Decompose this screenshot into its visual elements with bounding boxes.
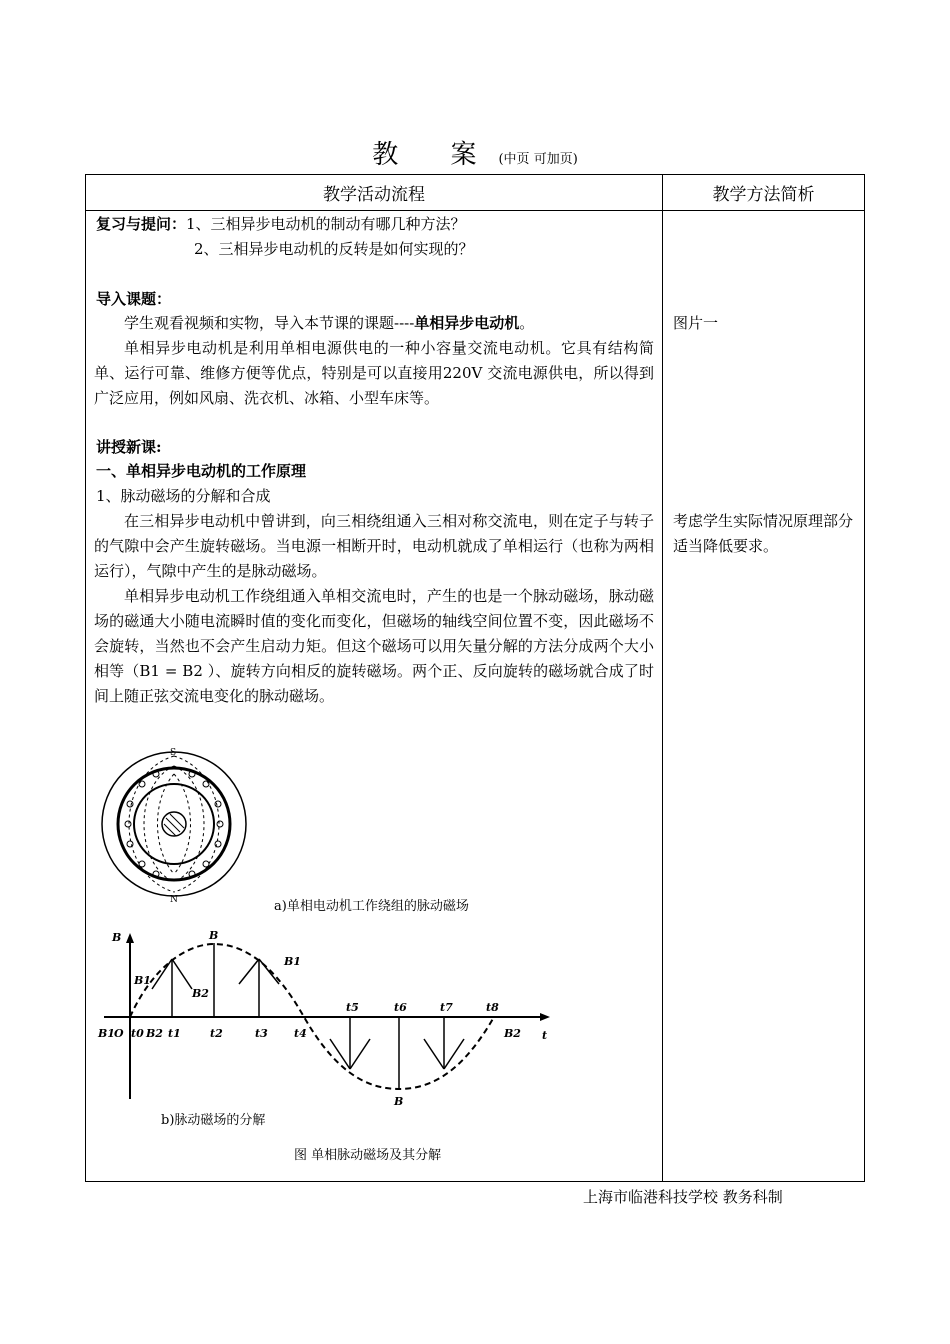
motor-label-s: S	[170, 748, 177, 758]
title-sub: (中页 可加页)	[498, 152, 578, 167]
page-title	[0, 134, 950, 171]
wave-origin: O	[114, 1027, 124, 1040]
intro-p1-suffix: 。	[519, 314, 535, 332]
wave-b-peak: B	[209, 929, 219, 942]
title-main: 教 案	[372, 140, 499, 170]
intro-label: 导入课题：	[96, 290, 172, 308]
wave-b1-origin: B1	[98, 1027, 115, 1040]
figure-caption-a: a)单相电动机工作绕组的脉动磁场	[274, 899, 469, 914]
wave-t1: t1	[168, 1027, 181, 1040]
motor-field-figure	[94, 744, 254, 904]
method-cell	[663, 211, 864, 1181]
review-line-1	[96, 212, 466, 237]
review-q1: 1、三相异步电动机的制动有哪几种方法？	[186, 215, 466, 233]
wave-t2: t2	[210, 1027, 223, 1040]
review-q2: 2、三相异步电动机的反转是如何实现的？	[194, 240, 474, 258]
figure-caption-b: b)脉动磁场的分解	[161, 1113, 266, 1128]
wave-b2-origin: B2	[146, 1027, 163, 1040]
wave-b-trough: B	[394, 1095, 404, 1107]
section-heading: 一、单相异步电动机的工作原理	[96, 462, 307, 480]
footer-school: 上海市临港科技学校 教务科制	[583, 1188, 783, 1206]
lesson-paragraph-2: 单相异步电动机工作绕组通入单相交流电时，产生的也是一个脉动磁场，脉动磁场的磁通大小随电流瞬时值的变化而变化，但磁场的轴线空间位置不变，因此磁场不会旋转，当然也不会产生启动力矩。但这个磁场可以用矢量分解的方法分成两个大小相等（B1 = B2 ）、旋转方向相反的旋转磁场。两个正、反向旋转的磁场就合成了时间上随正弦交流电变化的脉动磁场。	[94, 587, 654, 705]
note-image-one: 图片一	[673, 314, 719, 332]
wave-b1-label: B1	[134, 974, 151, 987]
lesson-paragraph-1: 在三相异步电动机中曾讲到，向三相绕组通入三相对称交流电，则在定子与转子的气隙中会产生旋转磁场。当电源一相断开时，电动机就成了单相运行（也称为两相运行），气隙中产生的是脉动磁场。	[94, 512, 654, 580]
motor-label-n: N	[170, 895, 178, 904]
wave-b2-end: B2	[504, 1027, 521, 1040]
wave-t6: t6	[394, 1001, 407, 1014]
review-label: 复习与提问：	[96, 215, 187, 233]
intro-p1-topic: 单相异步电动机	[414, 314, 520, 332]
lesson-label: 讲授新课:	[96, 438, 162, 456]
column-header-method: 教学方法简析	[663, 175, 865, 211]
subsection-heading: 1、脉动磁场的分解和合成	[96, 487, 271, 505]
lesson-table	[85, 174, 865, 1182]
note-lower-requirement: 考虑学生实际情况原理部分适当降低要求。	[673, 512, 854, 555]
intro-paragraph-2: 单相异步电动机是利用单相电源供电的一种小容量交流电动机。它具有结构简单、运行可靠、维修方便等优点，特别是可以直接用220V 交流电源供电，所以得到广泛应用，例如风扇、洗衣机、冰箱、小型车床等。	[94, 339, 654, 407]
figure-caption-main: 图 单相脉动磁场及其分解	[294, 1148, 442, 1163]
wave-t3: t3	[255, 1027, 268, 1040]
pulsating-field-figure	[94, 929, 554, 1107]
wave-t7: t7	[440, 1001, 453, 1014]
wave-axis-y: B	[112, 931, 122, 944]
column-header-activity: 教学活动流程	[86, 175, 663, 211]
wave-t4: t4	[294, 1027, 307, 1040]
intro-paragraph-1	[94, 311, 654, 336]
wave-b2-label: B2	[192, 987, 209, 1000]
wave-b1-right: B1	[284, 955, 301, 968]
intro-p1-prefix: 学生观看视频和实物，导入本节课的课题----	[124, 314, 415, 332]
wave-t8: t8	[486, 1001, 499, 1014]
wave-axis-x: t	[542, 1029, 548, 1042]
activity-cell	[86, 211, 662, 1181]
wave-t0: t0	[131, 1027, 144, 1040]
wave-t5: t5	[346, 1001, 359, 1014]
